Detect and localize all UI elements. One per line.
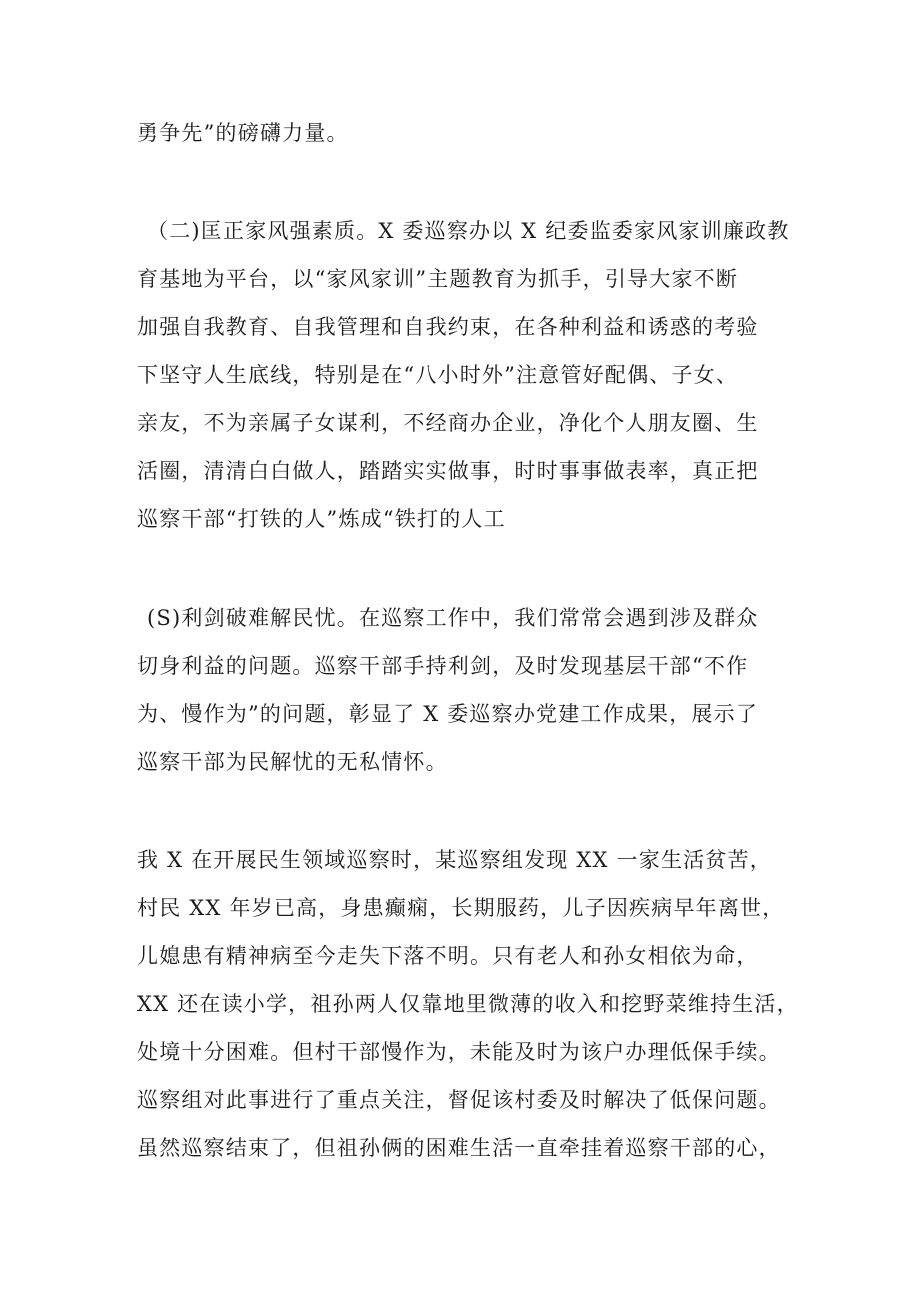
paragraph-line: （二)匡正家风强素质。X 委巡察办以 X 纪委监委家风家训廉政教 xyxy=(147,219,790,243)
paragraph-line: 巡察组对此事进行了重点关注，督促该村委及时解决了低保问题。 xyxy=(137,1088,781,1112)
paragraph-line: 加强自我教育、自我管理和自我约束，在各种利益和诱惑的考验 xyxy=(137,315,759,339)
paragraph-line: 育基地为平台，以“家风家训”主题教育为抓手，引导大家不断 xyxy=(137,267,739,291)
paragraph-line: 勇争先”的磅礴力量。 xyxy=(137,121,349,145)
paragraph-line: XX 还在读小学，祖孙两人仅靠地里微薄的收入和挖野菜维持生活， xyxy=(137,992,799,1016)
paragraph-line: 虽然巡察结束了，但祖孙俩的困难生活一直牵挂着巡察干部的心， xyxy=(137,1136,781,1160)
paragraph-line: 村民 XX 年岁已高，身患癫痫，长期服药，儿子因疾病早年离世， xyxy=(137,896,785,920)
paragraph-line: 巡察干部为民解忧的无私情怀。 xyxy=(137,750,448,774)
paragraph-line: 儿媳患有精神病至今走失下落不明。只有老人和孙女相依为命， xyxy=(137,944,759,968)
paragraph-line: 活圈，清清白白做人，踏踏实实做事，时时事事做表率，真正把 xyxy=(137,459,759,483)
paragraph-line: 亲友，不为亲属子女谋利，不经商办企业，净化个人朋友圈、生 xyxy=(137,411,759,435)
paragraph-line: (S)利剑破难解民忧。在巡察工作中，我们常常会遇到涉及群众 xyxy=(147,606,759,630)
paragraph-line: 我 X 在开展民生领域巡察时，某巡察组发现 XX 一家生活贫苦， xyxy=(137,848,772,872)
paragraph-line: 下坚守人生底线，特别是在“八小时外”注意管好配偶、子女、 xyxy=(137,363,739,387)
paragraph-line: 处境十分困难。但村干部慢作为，未能及时为该户办理低保手续。 xyxy=(137,1040,781,1064)
paragraph-line: 为、慢作为”的问题，彰显了 X 委巡察办党建工作成果，展示了 xyxy=(137,702,759,726)
paragraph-line: 巡察干部“打铁的人”炼成“铁打的人工 xyxy=(137,507,506,531)
paragraph-line: 切身利益的问题。巡察干部手持利剑，及时发现基层干部“不作 xyxy=(137,654,749,678)
